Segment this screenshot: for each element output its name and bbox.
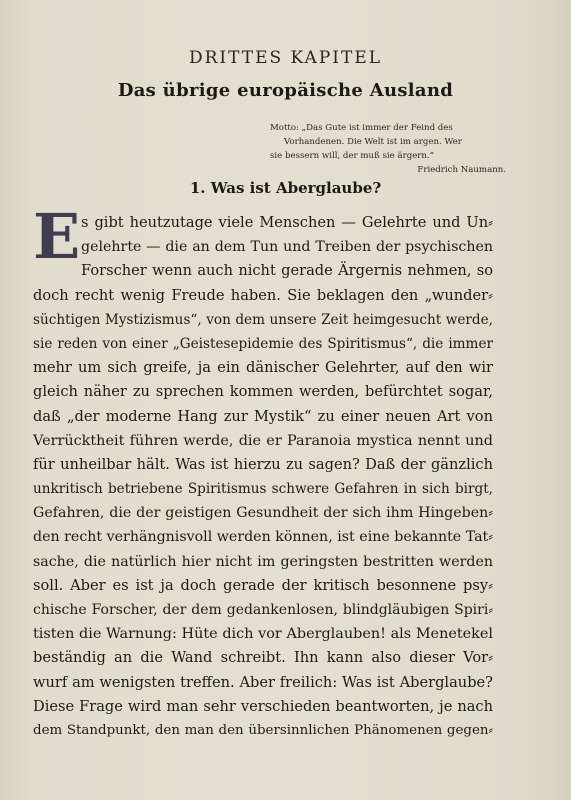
text-line: süchtigen Mystizismus“, von dem unsere Zeit heimgesucht werde,	[33, 311, 493, 328]
text-line: chische Forscher, der dem gedankenlosen, blindgläubigen Spiri⸗	[33, 602, 493, 618]
text-line: gleich näher zu sprechen kommen werden, befürchtet sogar,	[33, 383, 493, 401]
drop-cap: E	[33, 200, 81, 273]
text-line: Diese Frage wird man sehr verschieden beantworten, je nach	[33, 697, 493, 715]
section-title: 1. Was ist Aberglaube?	[189, 179, 382, 197]
text-line: s gibt heutzutage viele Menschen — Gelehrte und Un⸗	[81, 214, 493, 231]
chapter-title: Das übrige europäische Ausland	[117, 80, 454, 101]
text-line: gelehrte — die an dem Tun und Treiben der psychischen	[81, 239, 493, 256]
text-line: daß „der moderne Hang zur Mystik“ zu einer neuen Art von	[33, 407, 493, 425]
text-line: Gefahren, die der geistigen Gesundheit der sich ihm Hingeben⸗	[33, 505, 493, 522]
motto-line: sie bessern will, der muß sie ärgern.“	[270, 151, 435, 161]
text-line: sie reden von einer „Geistesepidemie des Spiritismus“, die immer	[33, 335, 493, 352]
chapter-label: DRITTES KAPITEL	[188, 48, 383, 68]
text-line: sache, die natürlich hier nicht im geringsten bestritten werden	[33, 553, 493, 570]
text-line: Verrücktheit führen werde, die er Paranoia mystica nennt und	[33, 432, 493, 449]
body-text	[33, 211, 493, 743]
motto-line: Motto: „Das Gute ist immer der Feind des	[270, 123, 453, 133]
text-line: tisten die Warnung: Hüte dich vor Aberglauben! als Menetekel	[33, 626, 493, 643]
text-line: wurf am wenigsten treffen. Aber freilich: Was ist Aberglaube?	[33, 673, 493, 691]
text-line: den recht verhängnisvoll werden können, ist eine bekannte Tat⸗	[33, 529, 493, 546]
text-line: unkritisch betriebene Spiritismus schwere Gefahren in sich birgt,	[33, 481, 493, 498]
text-line: doch recht wenig Freude haben. Sie beklagen den „wunder⸗	[33, 286, 493, 304]
text-line: soll. Aber es ist ja doch gerade der kritisch besonnene psy⸗	[33, 576, 493, 594]
text-line: Forscher wenn auch nicht gerade Ärgernis nehmen, so	[81, 262, 493, 280]
motto-line: Vorhandenen. Die Welt ist im argen. Wer	[284, 137, 462, 147]
text-line: dem Standpunkt, den man den übersinnlichen Phänomenen gegen⸗	[33, 722, 493, 738]
text-line: für unheilbar hält. Was ist hierzu zu sagen? Daß der gänzlich	[33, 455, 493, 473]
text-line: mehr um sich greife, ja ein dänischer Gelehrter, auf den wir	[33, 359, 493, 377]
motto-author: Friedrich Naumann.	[417, 165, 506, 175]
text-line: beständig an die Wand schreibt. Ihn kann also dieser Vor⸗	[33, 649, 493, 667]
motto-block	[270, 121, 510, 177]
